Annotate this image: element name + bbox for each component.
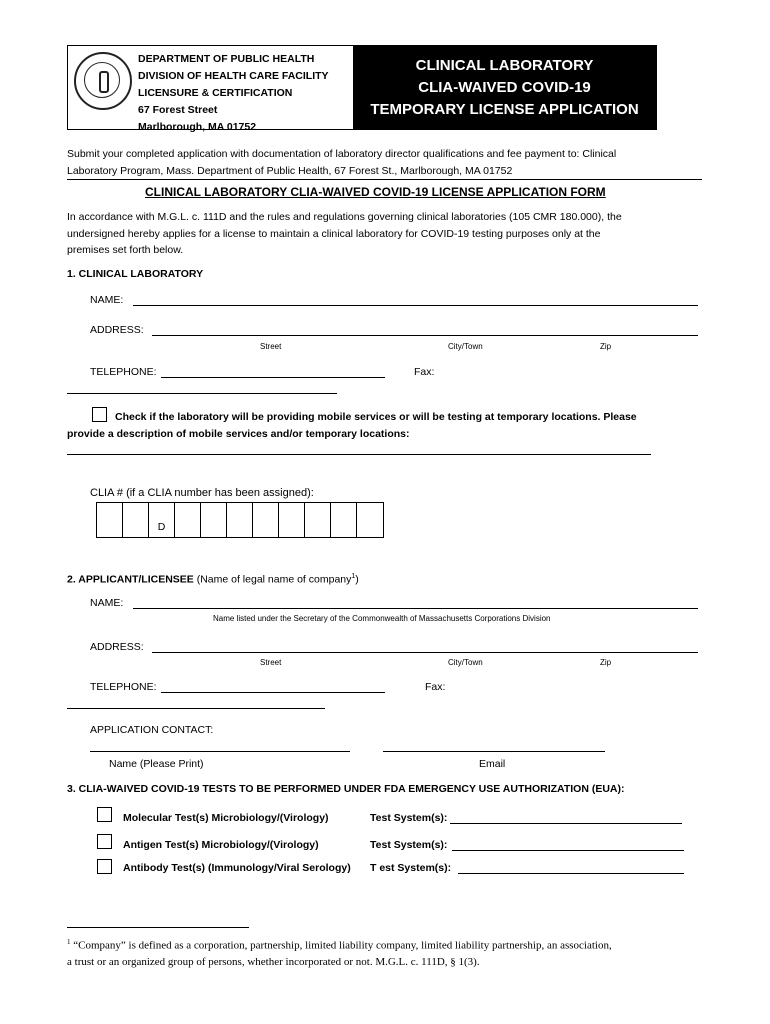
- applicant-address-label: ADDRESS:: [90, 641, 144, 653]
- applicant-fax-field[interactable]: [67, 708, 325, 709]
- clia-cell[interactable]: D: [149, 503, 175, 537]
- mobile-services-description-field[interactable]: [67, 454, 651, 455]
- lab-telephone-label: TELEPHONE:: [90, 366, 157, 378]
- molecular-test-label: Molecular Test(s) Microbiology/(Virology): [123, 812, 329, 824]
- lab-telephone-field[interactable]: [161, 377, 385, 378]
- applicant-telephone-field[interactable]: [161, 692, 385, 693]
- clia-cell[interactable]: [227, 503, 253, 537]
- header-box: [67, 45, 657, 133]
- mobile-services-text-1: Check if the laboratory will be providing mobile services or will be testing at temporary locations. Please: [115, 411, 637, 423]
- footnote: $^1$ “Company” is defined as a corporation, partnership, limited liability company, limited liability partnership, an association, a trust or an organized group of persons, whether incorporated or not. M.G.L. c. 111D, § 1(3).: [67, 938, 612, 968]
- street-caption: Street: [260, 658, 282, 667]
- submit-note: Submit your completed application with documentation of laboratory director qualifications and fee payment to: Clinical Laboratory Program, Mass. Department of Public Health, 67 Forest St., Marlborough, MA 01752: [67, 148, 617, 177]
- lab-address-label: ADDRESS:: [90, 324, 144, 336]
- clia-cell[interactable]: [279, 503, 305, 537]
- molecular-test-system-field[interactable]: [450, 823, 682, 824]
- application-contact-label: APPLICATION CONTACT:: [90, 724, 214, 736]
- clia-cell[interactable]: [123, 503, 149, 537]
- section3-heading: 3. CLIA-WAIVED COVID-19 TESTS TO BE PERFORMED UNDER FDA EMERGENCY USE AUTHORIZATION (EUA):: [67, 783, 625, 795]
- clia-cell[interactable]: [305, 503, 331, 537]
- applicant-name-note: Name listed under the Secretary of the Commonwealth of Massachusetts Corporations Division: [213, 614, 551, 623]
- antibody-test-system-field[interactable]: [458, 873, 684, 874]
- clia-cell[interactable]: [331, 503, 357, 537]
- antigen-test-system-field[interactable]: [452, 850, 684, 851]
- clia-cell[interactable]: [201, 503, 227, 537]
- antibody-test-label: Antibody Test(s) (Immunology/Viral Serology): [123, 862, 351, 874]
- department-address: DEPARTMENT OF PUBLIC HEALTH DIVISION OF HEALTH CARE FACILITY LICENSURE & CERTIFICATION 67 Forest Street Marlborough, MA 01752: [138, 53, 329, 133]
- mobile-services-text-2: provide a description of mobile services and/or temporary locations:: [67, 428, 410, 440]
- antibody-test-checkbox[interactable]: [97, 859, 112, 874]
- lab-name-field[interactable]: [133, 305, 698, 306]
- applicant-name-label: NAME:: [90, 597, 124, 609]
- zip-caption: Zip: [600, 658, 612, 667]
- applicant-address-field[interactable]: [152, 652, 698, 653]
- divider: [67, 179, 702, 180]
- footnote-divider: [67, 927, 249, 928]
- city-caption: City/Town: [448, 658, 483, 667]
- section2-heading: 2. APPLICANT/LICENSEE (Name of legal name of company$^1$): [67, 573, 359, 586]
- molecular-test-system-label: Test System(s):: [370, 812, 448, 824]
- state-seal-icon: [74, 52, 132, 110]
- clia-label: CLIA # (if a CLIA number has been assigned):: [90, 487, 314, 499]
- antigen-test-checkbox[interactable]: [97, 834, 112, 849]
- lab-address-field[interactable]: [152, 335, 698, 336]
- city-caption: City/Town: [448, 342, 483, 351]
- form-title: CLINICAL LABORATORY CLIA-WAIVED COVID-19 LICENSE APPLICATION FORM: [145, 185, 606, 199]
- lab-fax-label: Fax:: [414, 366, 435, 378]
- mobile-services-checkbox[interactable]: [92, 407, 107, 422]
- antigen-test-label: Antigen Test(s) Microbiology/(Virology): [123, 839, 319, 851]
- molecular-test-checkbox[interactable]: [97, 807, 112, 822]
- applicant-name-field[interactable]: [133, 608, 698, 609]
- contact-email-field[interactable]: [383, 751, 605, 752]
- antibody-test-system-label: T est System(s):: [370, 862, 452, 874]
- section1-heading: 1. CLINICAL LABORATORY: [67, 268, 204, 280]
- document-title-box: CLINICAL LABORATORY CLIA-WAIVED COVID-19 TEMPORARY LICENSE APPLICATION: [353, 46, 656, 129]
- intro-text: In accordance with M.G.L. c. 111D and the rules and regulations governing clinical laboratories (105 CMR 180.000), the undersigned hereby applies for a license to maintain a clinical laboratory for COVID-19 testing purposes only at the premises set forth below.: [67, 211, 622, 256]
- clia-cell[interactable]: [97, 503, 123, 537]
- lab-fax-field[interactable]: [67, 393, 337, 394]
- contact-email-caption: Email: [479, 758, 506, 770]
- lab-name-label: NAME:: [90, 294, 124, 306]
- street-caption: Street: [260, 342, 282, 351]
- applicant-fax-label: Fax:: [425, 681, 446, 693]
- clia-cell[interactable]: [175, 503, 201, 537]
- applicant-telephone-label: TELEPHONE:: [90, 681, 157, 693]
- antigen-test-system-label: Test System(s):: [370, 839, 448, 851]
- clia-number-grid[interactable]: [96, 502, 384, 538]
- clia-cell[interactable]: [253, 503, 279, 537]
- contact-name-caption: Name (Please Print): [109, 758, 204, 770]
- contact-name-field[interactable]: [90, 751, 350, 752]
- zip-caption: Zip: [600, 342, 612, 351]
- clia-cell[interactable]: [357, 503, 383, 537]
